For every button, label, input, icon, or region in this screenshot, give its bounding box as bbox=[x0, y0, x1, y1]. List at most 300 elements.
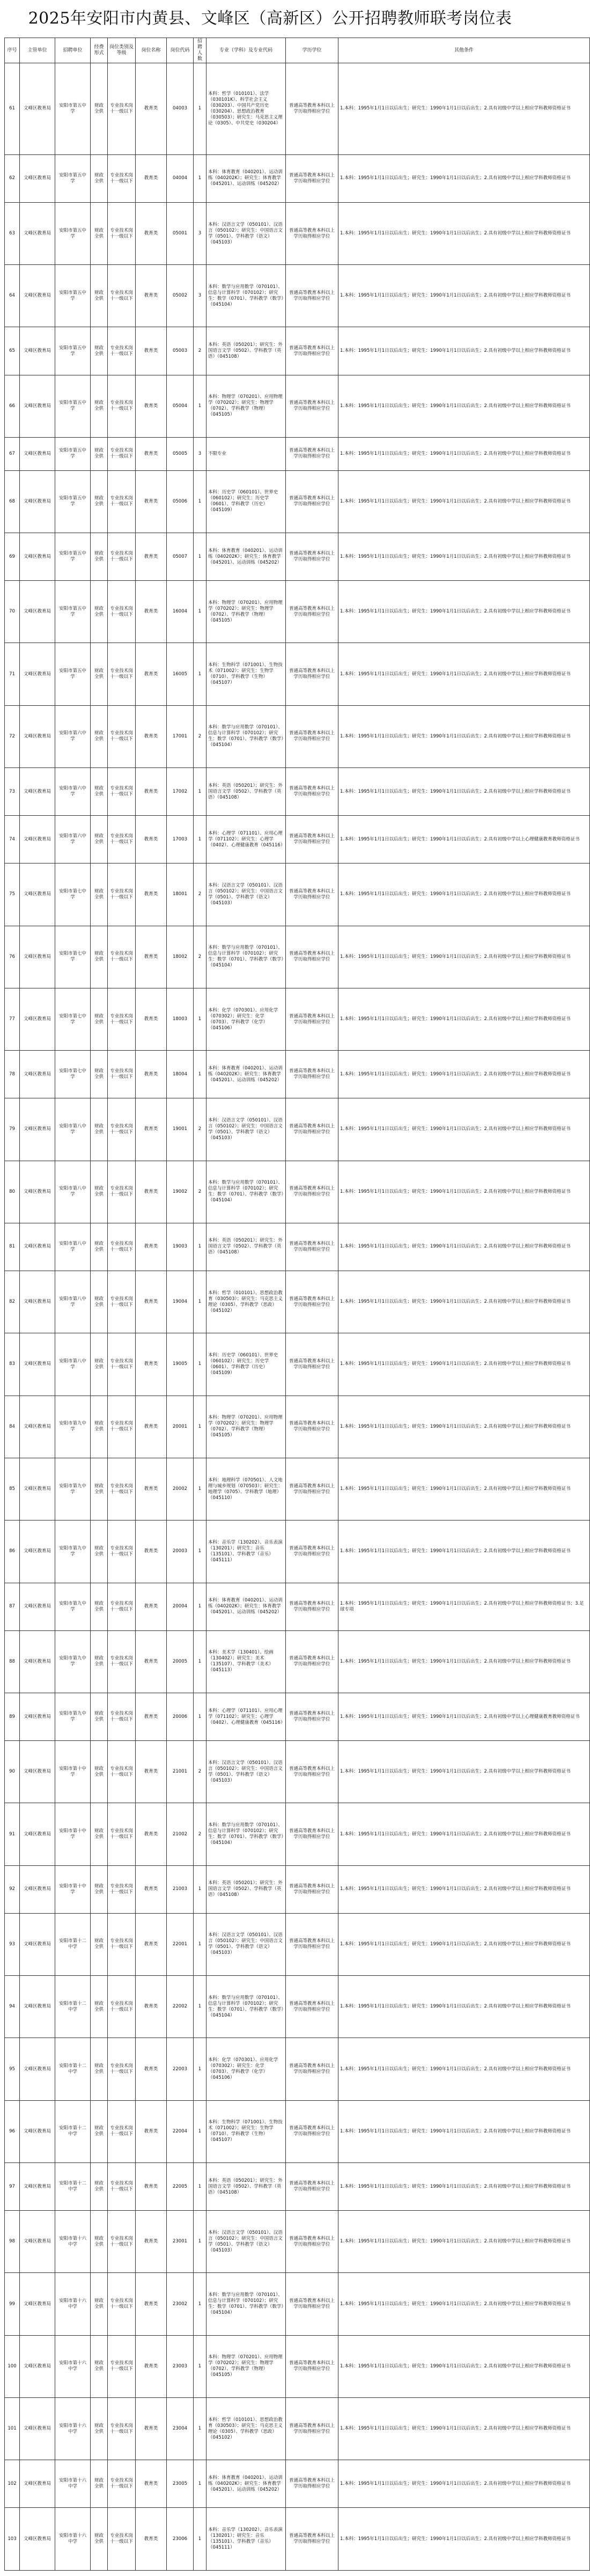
cell-headcount: 3 bbox=[194, 437, 206, 470]
cell-other-conditions: 1.本科：1995年1月1日以后出生；研究生：1990年1月1日以后出生；2.具有初级中学以上相应学科教师资格证书 bbox=[338, 1396, 590, 1458]
table-row bbox=[5, 705, 590, 767]
cell-degree: 普通高等教育本科以上学历取得相应学位 bbox=[286, 926, 338, 988]
cell-post-level: 专业技术岗十一级以下 bbox=[108, 1396, 136, 1458]
cell-major: 本科：汉语言文学（050101）、汉语言（050102）；研究生：中国语言文学（0501）、学科教学（语文）（045103） bbox=[206, 1741, 286, 1803]
cell-post-name: 教育类 bbox=[136, 768, 167, 816]
cell-funding: 财政全供 bbox=[91, 863, 108, 926]
cell-seq-no: 79 bbox=[5, 1098, 20, 1161]
cell-funding: 财政全供 bbox=[91, 988, 108, 1050]
cell-major: 本科：体育教育（040201）、运动训练（040202K）；研究生：体育教学（045201）、运动训练（045202） bbox=[206, 533, 286, 581]
cell-other-conditions: 1.本科：1995年1月1日以后出生；研究生：1990年1月1日以后出生；2.具有初级中学以上相应学科教师资格证书 bbox=[338, 863, 590, 926]
cell-major: 本科：心理学（071101）、应用心理学（071102）；研究生：心理学（0402）、心理健康教育（045116） bbox=[206, 1693, 286, 1740]
cell-major: 本科：数学与应用数学（070101）、信息与计算科学（070102）；研究生：数学（0701）、学科教学（数学）（045104） bbox=[206, 1161, 286, 1223]
cell-post-name: 教育类 bbox=[136, 2100, 167, 2162]
cell-headcount: 1 bbox=[194, 1865, 206, 1913]
cell-major: 不限专业 bbox=[206, 437, 286, 470]
cell-degree: 普通高等教育本科以上学历取得相应学位 bbox=[286, 202, 338, 264]
cell-post-code: 23006 bbox=[167, 2508, 194, 2571]
cell-funding: 财政全供 bbox=[91, 1396, 108, 1458]
cell-employer: 安阳市第十中学 bbox=[55, 1741, 91, 1803]
cell-post-code: 04003 bbox=[167, 63, 194, 155]
cell-funding: 财政全供 bbox=[91, 202, 108, 264]
table-row bbox=[5, 1913, 590, 1975]
cell-major: 本科：美术学（130401）、绘画（130402）；研究生：美术（135107）、学科教学（美术）（045113） bbox=[206, 1630, 286, 1693]
cell-post-level: 专业技术岗十一级以下 bbox=[108, 926, 136, 988]
cell-other-conditions: 1.本科：1995年1月1日以后出生；研究生：1990年1月1日以后出生；2.具有初级中学以上相应学科教师资格证书 bbox=[338, 1271, 590, 1333]
cell-headcount: 1 bbox=[194, 2508, 206, 2571]
cell-degree: 普通高等教育本科以上学历取得相应学位 bbox=[286, 1583, 338, 1630]
cell-post-code: 17002 bbox=[167, 768, 194, 816]
cell-seq-no: 103 bbox=[5, 2508, 20, 2571]
cell-headcount: 2 bbox=[194, 1161, 206, 1223]
cell-post-name: 教育类 bbox=[136, 2460, 167, 2508]
header-cell: 序号 bbox=[5, 38, 20, 63]
cell-department: 文峰区教育局 bbox=[20, 2460, 55, 2508]
cell-funding: 财政全供 bbox=[91, 926, 108, 988]
cell-headcount: 1 bbox=[194, 470, 206, 533]
header-cell: 招聘人数 bbox=[194, 38, 206, 63]
cell-seq-no: 96 bbox=[5, 2100, 20, 2162]
cell-post-level: 专业技术岗十一级以下 bbox=[108, 1803, 136, 1865]
cell-employer: 安阳市第十六中学 bbox=[55, 2335, 91, 2397]
cell-major: 本科：汉语言文学（050101）、汉语言（050102）；研究生：中国语言文学（0501）、学科教学（语文）（045103） bbox=[206, 2211, 286, 2273]
cell-post-level: 专业技术岗十一级以下 bbox=[108, 863, 136, 926]
cell-post-name: 教育类 bbox=[136, 327, 167, 375]
cell-post-name: 教育类 bbox=[136, 581, 167, 643]
cell-other-conditions: 1.本科：1995年1月1日以后出生；研究生：1990年1月1日以后出生；2.具有初级中学以上相应学科教师资格证书 bbox=[338, 2460, 590, 2508]
cell-department: 文峰区教育局 bbox=[20, 437, 55, 470]
cell-funding: 财政全供 bbox=[91, 2273, 108, 2335]
cell-post-level: 专业技术岗十一级以下 bbox=[108, 1161, 136, 1223]
cell-post-code: 23003 bbox=[167, 2335, 194, 2397]
cell-funding: 财政全供 bbox=[91, 2211, 108, 2273]
cell-employer: 安阳市第十二中学 bbox=[55, 1976, 91, 2038]
cell-degree: 普通高等教育本科以上学历取得相应学位 bbox=[286, 1223, 338, 1271]
cell-seq-no: 102 bbox=[5, 2460, 20, 2508]
cell-post-name: 教育类 bbox=[136, 1803, 167, 1865]
cell-post-code: 20002 bbox=[167, 1458, 194, 1520]
cell-post-code: 17001 bbox=[167, 705, 194, 767]
cell-post-level: 专业技术岗十一级以下 bbox=[108, 1098, 136, 1161]
cell-post-name: 教育类 bbox=[136, 1865, 167, 1913]
cell-headcount: 1 bbox=[194, 1271, 206, 1333]
cell-department: 文峰区教育局 bbox=[20, 863, 55, 926]
cell-seq-no: 61 bbox=[5, 63, 20, 155]
table-row bbox=[5, 2508, 590, 2571]
cell-degree: 普通高等教育本科以上学历取得相应学位 bbox=[286, 1803, 338, 1865]
table-row bbox=[5, 2460, 590, 2508]
cell-headcount: 2 bbox=[194, 1741, 206, 1803]
cell-major: 本科：汉语言文学（050101）、汉语言（050102）；研究生：中国语言文学（0501）、学科教学（语文）（045103） bbox=[206, 202, 286, 264]
cell-degree: 普通高等教育本科以上学历取得相应学位 bbox=[286, 1458, 338, 1520]
cell-degree: 普通高等教育本科以上学历取得相应学位 bbox=[286, 2100, 338, 2162]
cell-major: 本科：物理学（070201）、应用物理学（070202）；研究生：物理学（0702）、学科教学（物理）（045105） bbox=[206, 581, 286, 643]
cell-headcount: 1 bbox=[194, 154, 206, 202]
cell-employer: 安阳市第十六中学 bbox=[55, 2211, 91, 2273]
cell-post-level: 专业技术岗十一级以下 bbox=[108, 1520, 136, 1583]
cell-post-name: 教育类 bbox=[136, 1741, 167, 1803]
cell-post-name: 教育类 bbox=[136, 2508, 167, 2571]
cell-other-conditions: 1.本科：1995年1月1日以后出生；研究生：1990年1月1日以后出生；2.具有初级中学以上相应学科教师资格证书 bbox=[338, 2211, 590, 2273]
cell-department: 文峰区教育局 bbox=[20, 705, 55, 767]
table-row bbox=[5, 2398, 590, 2460]
cell-post-name: 教育类 bbox=[136, 375, 167, 437]
cell-department: 文峰区教育局 bbox=[20, 327, 55, 375]
cell-headcount: 2 bbox=[194, 1098, 206, 1161]
cell-degree: 普通高等教育本科以上学历取得相应学位 bbox=[286, 1630, 338, 1693]
cell-other-conditions: 1.本科：1995年1月1日以后出生；研究生：1990年1月1日以后出生；2.具有初级中学以上相应学科教师资格证书 bbox=[338, 1741, 590, 1803]
cell-other-conditions: 1.本科：1995年1月1日以后出生；研究生：1990年1月1日以后出生；2.具有初级中学以上相应学科教师资格证书 bbox=[338, 1098, 590, 1161]
cell-headcount: 1 bbox=[194, 816, 206, 863]
cell-other-conditions: 1.本科：1995年1月1日以后出生；研究生：1990年1月1日以后出生；2.具有初级中学以上相应学科教师资格证书 bbox=[338, 1458, 590, 1520]
cell-degree: 普通高等教育本科以上学历取得相应学位 bbox=[286, 1161, 338, 1223]
cell-funding: 财政全供 bbox=[91, 705, 108, 767]
cell-department: 文峰区教育局 bbox=[20, 2163, 55, 2211]
cell-other-conditions: 1.本科：1995年1月1日以后出生；研究生：1990年1月1日以后出生；2.具有初级中学以上心理健康教育教师资格证书 bbox=[338, 1693, 590, 1740]
cell-post-code: 23002 bbox=[167, 2273, 194, 2335]
cell-headcount: 1 bbox=[194, 1396, 206, 1458]
cell-post-code: 16005 bbox=[167, 643, 194, 705]
cell-funding: 财政全供 bbox=[91, 581, 108, 643]
cell-other-conditions: 1.本科：1995年1月1日以后出生；研究生：1990年1月1日以后出生；2.具有初级中学以上相应学科教师资格证书 bbox=[338, 1630, 590, 1693]
cell-department: 文峰区教育局 bbox=[20, 1583, 55, 1630]
cell-degree: 普通高等教育本科以上学历取得相应学位 bbox=[286, 265, 338, 327]
cell-degree: 普通高等教育本科以上学历取得相应学位 bbox=[286, 581, 338, 643]
table-header-row bbox=[5, 38, 590, 63]
cell-post-code: 20004 bbox=[167, 1583, 194, 1630]
table-row bbox=[5, 863, 590, 926]
cell-degree: 普通高等教育本科以上学历取得相应学位 bbox=[286, 375, 338, 437]
cell-funding: 财政全供 bbox=[91, 470, 108, 533]
cell-headcount: 2 bbox=[194, 1803, 206, 1865]
cell-post-level: 专业技术岗十一级以下 bbox=[108, 2100, 136, 2162]
cell-major: 本科：体育教育（040201）、运动训练（040202K）；研究生：体育教学（045201）、运动训练（045202） bbox=[206, 1583, 286, 1630]
cell-post-level: 专业技术岗十一级以下 bbox=[108, 2460, 136, 2508]
cell-major: 本科：数学与应用数学（070101）、信息与计算科学（070102）；研究生：数学（0701）、学科教学（数学）（045104） bbox=[206, 705, 286, 767]
cell-other-conditions: 1.本科：1995年1月1日以后出生；研究生：1990年1月1日以后出生；2.具有初级中学以上相应学科教师资格证书 bbox=[338, 1803, 590, 1865]
cell-post-level: 专业技术岗十一级以下 bbox=[108, 2508, 136, 2571]
cell-headcount: 2 bbox=[194, 705, 206, 767]
cell-post-code: 18002 bbox=[167, 926, 194, 988]
cell-post-code: 22005 bbox=[167, 2163, 194, 2211]
cell-major: 本科：数学与应用数学（070101）、信息与计算科学（070102）；研究生：数学（0701）、学科教学（数学）（045104） bbox=[206, 265, 286, 327]
cell-funding: 财政全供 bbox=[91, 1333, 108, 1396]
cell-post-level: 专业技术岗十一级以下 bbox=[108, 1630, 136, 1693]
cell-funding: 财政全供 bbox=[91, 1803, 108, 1865]
cell-funding: 财政全供 bbox=[91, 2398, 108, 2460]
cell-headcount: 1 bbox=[194, 2460, 206, 2508]
cell-degree: 普通高等教育本科以上学历取得相应学位 bbox=[286, 63, 338, 155]
cell-funding: 财政全供 bbox=[91, 1051, 108, 1098]
cell-seq-no: 86 bbox=[5, 1520, 20, 1583]
cell-post-level: 专业技术岗十一级以下 bbox=[108, 1333, 136, 1396]
cell-post-code: 18001 bbox=[167, 863, 194, 926]
cell-degree: 普通高等教育本科以上学历取得相应学位 bbox=[286, 1051, 338, 1098]
cell-major: 本科：生物科学（071001）、生物技术（071002）；研究生：生物学（0710）、学科教学（生物）（045107） bbox=[206, 643, 286, 705]
cell-degree: 普通高等教育本科以上学历取得相应学位 bbox=[286, 1271, 338, 1333]
cell-department: 文峰区教育局 bbox=[20, 533, 55, 581]
cell-department: 文峰区教育局 bbox=[20, 375, 55, 437]
cell-employer: 安阳市第八中学 bbox=[55, 1098, 91, 1161]
cell-post-level: 专业技术岗十一级以下 bbox=[108, 1865, 136, 1913]
cell-degree: 普通高等教育本科以上学历取得相应学位 bbox=[286, 2273, 338, 2335]
cell-other-conditions: 1.本科：1995年1月1日以后出生；研究生：1990年1月1日以后出生；2.具有初级中学以上相应学科教师资格证书 bbox=[338, 2398, 590, 2460]
table-row bbox=[5, 202, 590, 264]
cell-employer: 安阳市第五中学 bbox=[55, 154, 91, 202]
cell-employer: 安阳市第五中学 bbox=[55, 327, 91, 375]
cell-post-level: 专业技术岗十一级以下 bbox=[108, 705, 136, 767]
cell-post-code: 18003 bbox=[167, 988, 194, 1050]
cell-department: 文峰区教育局 bbox=[20, 1396, 55, 1458]
table-row bbox=[5, 1098, 590, 1161]
cell-post-code: 17003 bbox=[167, 816, 194, 863]
cell-degree: 普通高等教育本科以上学历取得相应学位 bbox=[286, 816, 338, 863]
cell-other-conditions: 1.本科：1995年1月1日以后出生；研究生：1990年1月1日以后出生；2.具有初级中学以上相应学科教师资格证书 bbox=[338, 265, 590, 327]
cell-headcount: 1 bbox=[194, 2398, 206, 2460]
table-row bbox=[5, 1271, 590, 1333]
cell-major: 本科：生物科学（071001）、生物技术（071002）；研究生：生物学（0710）、学科教学（生物）（045107） bbox=[206, 2100, 286, 2162]
cell-other-conditions: 1.本科：1995年1月1日以后出生；研究生：1990年1月1日以后出生；2.具有初级中学以上相应学科教师资格证书 bbox=[338, 154, 590, 202]
cell-other-conditions: 1.本科：1995年1月1日以后出生；研究生：1990年1月1日以后出生；2.具有初级中学以上心理健康教育教师资格证书 bbox=[338, 816, 590, 863]
cell-degree: 普通高等教育本科以上学历取得相应学位 bbox=[286, 643, 338, 705]
cell-post-code: 05004 bbox=[167, 375, 194, 437]
header-cell: 岗位名称 bbox=[136, 38, 167, 63]
cell-funding: 财政全供 bbox=[91, 1865, 108, 1913]
cell-other-conditions: 1.本科：1995年1月1日以后出生；研究生：1990年1月1日以后出生；2.具有初级中学以上相应学科教师资格证书 bbox=[338, 581, 590, 643]
cell-major: 本科：哲学（010101）、思想政治教育（030503）；研究生：马克思主义理论（0305）、学科教学（思政）（045102） bbox=[206, 1271, 286, 1333]
cell-seq-no: 73 bbox=[5, 768, 20, 816]
cell-post-level: 专业技术岗十一级以下 bbox=[108, 1458, 136, 1520]
cell-seq-no: 68 bbox=[5, 470, 20, 533]
cell-degree: 普通高等教育本科以上学历取得相应学位 bbox=[286, 863, 338, 926]
cell-post-level: 专业技术岗十一级以下 bbox=[108, 1693, 136, 1740]
cell-seq-no: 78 bbox=[5, 1051, 20, 1098]
cell-funding: 财政全供 bbox=[91, 1741, 108, 1803]
cell-seq-no: 90 bbox=[5, 1741, 20, 1803]
cell-funding: 财政全供 bbox=[91, 2100, 108, 2162]
table-row bbox=[5, 437, 590, 470]
cell-funding: 财政全供 bbox=[91, 2038, 108, 2100]
cell-department: 文峰区教育局 bbox=[20, 1913, 55, 1975]
cell-employer: 安阳市第七中学 bbox=[55, 988, 91, 1050]
cell-headcount: 2 bbox=[194, 926, 206, 988]
cell-major: 本科：物理学（070201）、应用物理学（070202）；研究生：物理学（0702）、学科教学（物理）（045105） bbox=[206, 375, 286, 437]
cell-seq-no: 77 bbox=[5, 988, 20, 1050]
cell-seq-no: 66 bbox=[5, 375, 20, 437]
header-cell: 学历学位 bbox=[286, 38, 338, 63]
cell-major: 本科：历史学（060101）、世界史（060102）；研究生：历史学（0601）、学科教学（历史）（045109） bbox=[206, 1333, 286, 1396]
cell-headcount: 1 bbox=[194, 1520, 206, 1583]
cell-post-level: 专业技术岗十一级以下 bbox=[108, 375, 136, 437]
table-row bbox=[5, 265, 590, 327]
cell-department: 文峰区教育局 bbox=[20, 63, 55, 155]
cell-department: 文峰区教育局 bbox=[20, 988, 55, 1050]
cell-department: 文峰区教育局 bbox=[20, 202, 55, 264]
table-row bbox=[5, 926, 590, 988]
cell-headcount: 1 bbox=[194, 2100, 206, 2162]
cell-post-level: 专业技术岗十一级以下 bbox=[108, 1223, 136, 1271]
cell-degree: 普通高等教育本科以上学历取得相应学位 bbox=[286, 2508, 338, 2571]
cell-employer: 安阳市第八中学 bbox=[55, 1333, 91, 1396]
header-cell: 招聘单位 bbox=[55, 38, 91, 63]
table-row bbox=[5, 375, 590, 437]
cell-department: 文峰区教育局 bbox=[20, 1976, 55, 2038]
cell-post-name: 教育类 bbox=[136, 2398, 167, 2460]
cell-employer: 安阳市第七中学 bbox=[55, 926, 91, 988]
cell-department: 文峰区教育局 bbox=[20, 1271, 55, 1333]
cell-post-level: 专业技术岗十一级以下 bbox=[108, 1583, 136, 1630]
cell-degree: 普通高等教育本科以上学历取得相应学位 bbox=[286, 2460, 338, 2508]
cell-major: 本科：哲学（010101）、法学（030101K）、科学社会主义（030203）、中国共产党历史（030204）、思想政治教育（030503）；研究生：马克思主义理论（0305）、中共党史（030204） bbox=[206, 63, 286, 155]
cell-degree: 普通高等教育本科以上学历取得相应学位 bbox=[286, 1098, 338, 1161]
cell-major: 本科：英语（050201）；研究生：外国语言文学（0502）、学科教学（英语）（045108） bbox=[206, 1223, 286, 1271]
cell-post-level: 专业技术岗十一级以下 bbox=[108, 816, 136, 863]
cell-other-conditions: 1.本科：1995年1月1日以后出生；研究生：1990年1月1日以后出生；2.具有初级中学以上相应学科教师资格证书 bbox=[338, 2038, 590, 2100]
cell-degree: 普通高等教育本科以上学历取得相应学位 bbox=[286, 327, 338, 375]
cell-seq-no: 64 bbox=[5, 265, 20, 327]
cell-seq-no: 67 bbox=[5, 437, 20, 470]
cell-major: 本科：音乐学（130202）、音乐表演（130201）；研究生：音乐（135101）、学科教学（音乐）（045111） bbox=[206, 2508, 286, 2571]
cell-headcount: 1 bbox=[194, 1223, 206, 1271]
cell-degree: 普通高等教育本科以上学历取得相应学位 bbox=[286, 705, 338, 767]
cell-post-code: 19002 bbox=[167, 1161, 194, 1223]
cell-post-name: 教育类 bbox=[136, 1051, 167, 1098]
cell-degree: 普通高等教育本科以上学历取得相应学位 bbox=[286, 1741, 338, 1803]
cell-degree: 普通高等教育本科以上学历取得相应学位 bbox=[286, 1913, 338, 1975]
cell-department: 文峰区教育局 bbox=[20, 1051, 55, 1098]
cell-other-conditions: 1.本科：1995年1月1日以后出生；研究生：1990年1月1日以后出生；2.具有初级中学以上相应学科教师资格证书 bbox=[338, 2273, 590, 2335]
cell-major: 本科：音乐学（130202）、音乐表演（130201）；研究生：音乐（135101）、学科教学（音乐）（045111） bbox=[206, 1520, 286, 1583]
cell-employer: 安阳市第七中学 bbox=[55, 863, 91, 926]
cell-employer: 安阳市第九中学 bbox=[55, 1583, 91, 1630]
cell-employer: 安阳市第五中学 bbox=[55, 375, 91, 437]
cell-funding: 财政全供 bbox=[91, 1098, 108, 1161]
cell-employer: 安阳市第七中学 bbox=[55, 1051, 91, 1098]
cell-employer: 安阳市第九中学 bbox=[55, 1693, 91, 1740]
cell-degree: 普通高等教育本科以上学历取得相应学位 bbox=[286, 470, 338, 533]
cell-employer: 安阳市第九中学 bbox=[55, 1458, 91, 1520]
cell-other-conditions: 1.本科：1995年1月1日以后出生；研究生：1990年1月1日以后出生；2.具有初级中学以上相应学科教师资格证书 bbox=[338, 533, 590, 581]
cell-post-name: 教育类 bbox=[136, 926, 167, 988]
cell-post-level: 专业技术岗十一级以下 bbox=[108, 1976, 136, 2038]
cell-post-level: 专业技术岗十一级以下 bbox=[108, 643, 136, 705]
cell-post-level: 专业技术岗十一级以下 bbox=[108, 63, 136, 155]
table-row bbox=[5, 1051, 590, 1098]
cell-seq-no: 74 bbox=[5, 816, 20, 863]
table-row bbox=[5, 1693, 590, 1740]
cell-post-name: 教育类 bbox=[136, 988, 167, 1050]
cell-department: 文峰区教育局 bbox=[20, 2398, 55, 2460]
cell-degree: 普通高等教育本科以上学历取得相应学位 bbox=[286, 2038, 338, 2100]
cell-post-code: 22002 bbox=[167, 1976, 194, 2038]
cell-seq-no: 76 bbox=[5, 926, 20, 988]
table-row bbox=[5, 470, 590, 533]
cell-seq-no: 95 bbox=[5, 2038, 20, 2100]
table-row bbox=[5, 1976, 590, 2038]
cell-headcount: 2 bbox=[194, 327, 206, 375]
cell-employer: 安阳市第八中学 bbox=[55, 1161, 91, 1223]
cell-post-name: 教育类 bbox=[136, 2211, 167, 2273]
cell-seq-no: 71 bbox=[5, 643, 20, 705]
cell-other-conditions: 1.本科：1995年1月1日以后出生；研究生：1990年1月1日以后出生；2.具有初级中学以上相应学科教师资格证书；3.足球专项 bbox=[338, 1583, 590, 1630]
cell-post-code: 05002 bbox=[167, 265, 194, 327]
cell-funding: 财政全供 bbox=[91, 816, 108, 863]
cell-employer: 安阳市第八中学 bbox=[55, 1271, 91, 1333]
header-cell: 主管单位 bbox=[20, 38, 55, 63]
cell-major: 本科：汉语言文学（050101）、汉语言（050102）；研究生：中国语言文学（0501）、学科教学（语文）（045103） bbox=[206, 1913, 286, 1975]
cell-employer: 安阳市第九中学 bbox=[55, 1396, 91, 1458]
cell-post-code: 23001 bbox=[167, 2211, 194, 2273]
cell-post-code: 20006 bbox=[167, 1693, 194, 1740]
cell-post-code: 23005 bbox=[167, 2460, 194, 2508]
cell-major: 本科：心理学（071101）、应用心理学（071102）；研究生：心理学（0402）、心理健康教育（045116） bbox=[206, 816, 286, 863]
cell-major: 本科：体育教育（040201）、运动训练（040202K）；研究生：体育教学（045201）、运动训练（045202） bbox=[206, 1051, 286, 1098]
cell-seq-no: 87 bbox=[5, 1583, 20, 1630]
cell-headcount: 1 bbox=[194, 1630, 206, 1693]
cell-major: 本科：地理科学（070501）、人文地理与城乡规划（070503）；研究生：地理学（0705）、学科教学（地理）（045110） bbox=[206, 1458, 286, 1520]
cell-headcount: 1 bbox=[194, 643, 206, 705]
cell-major: 本科：体育教育（040201）、运动训练（040202K）；研究生：体育教学（045201）、运动训练（045202） bbox=[206, 2460, 286, 2508]
cell-major: 本科：数学与应用数学（070101）、信息与计算科学（070102）；研究生：数学（0701）、学科教学（数学）（045104） bbox=[206, 2273, 286, 2335]
cell-department: 文峰区教育局 bbox=[20, 2273, 55, 2335]
cell-degree: 普通高等教育本科以上学历取得相应学位 bbox=[286, 1396, 338, 1458]
cell-degree: 普通高等教育本科以上学历取得相应学位 bbox=[286, 1333, 338, 1396]
cell-seq-no: 80 bbox=[5, 1161, 20, 1223]
cell-other-conditions: 1.本科：1995年1月1日以后出生；研究生：1990年1月1日以后出生；2.具有初级中学以上相应学科教师资格证书 bbox=[338, 470, 590, 533]
cell-funding: 财政全供 bbox=[91, 265, 108, 327]
cell-major: 本科：汉语言文学（050101）、汉语言（050102）；研究生：中国语言文学（0501）、学科教学（语文）（045103） bbox=[206, 863, 286, 926]
cell-other-conditions: 1.本科：1995年1月1日以后出生；研究生：1990年1月1日以后出生；2.具有初级中学以上相应学科教师资格证书 bbox=[338, 1161, 590, 1223]
cell-post-level: 专业技术岗十一级以下 bbox=[108, 154, 136, 202]
cell-seq-no: 81 bbox=[5, 1223, 20, 1271]
header-cell: 岗位类别及等级 bbox=[108, 38, 136, 63]
cell-other-conditions: 1.本科：1995年1月1日以后出生；研究生：1990年1月1日以后出生；2.具有初级中学以上相应学科教师资格证书 bbox=[338, 1865, 590, 1913]
table-row bbox=[5, 1161, 590, 1223]
header-cell: 专业（学科）及专业代码 bbox=[206, 38, 286, 63]
cell-other-conditions: 1.本科：1995年1月1日以后出生；研究生：1990年1月1日以后出生；2.具有初级中学以上相应学科教师资格证书 bbox=[338, 437, 590, 470]
cell-headcount: 1 bbox=[194, 2163, 206, 2211]
cell-post-code: 20003 bbox=[167, 1520, 194, 1583]
cell-post-level: 专业技术岗十一级以下 bbox=[108, 988, 136, 1050]
cell-major: 本科：英语（050201）；研究生：外国语言文学（0502）、学科教学（英语）（045108） bbox=[206, 2163, 286, 2211]
cell-department: 文峰区教育局 bbox=[20, 1520, 55, 1583]
cell-funding: 财政全供 bbox=[91, 2508, 108, 2571]
cell-department: 文峰区教育局 bbox=[20, 1223, 55, 1271]
cell-department: 文峰区教育局 bbox=[20, 1458, 55, 1520]
cell-seq-no: 88 bbox=[5, 1630, 20, 1693]
cell-funding: 财政全供 bbox=[91, 1223, 108, 1271]
cell-post-level: 专业技术岗十一级以下 bbox=[108, 1913, 136, 1975]
cell-post-code: 19003 bbox=[167, 1223, 194, 1271]
cell-post-level: 专业技术岗十一级以下 bbox=[108, 470, 136, 533]
cell-department: 文峰区教育局 bbox=[20, 2335, 55, 2397]
cell-seq-no: 100 bbox=[5, 2335, 20, 2397]
cell-department: 文峰区教育局 bbox=[20, 816, 55, 863]
cell-post-level: 专业技术岗十一级以下 bbox=[108, 2038, 136, 2100]
cell-funding: 财政全供 bbox=[91, 1693, 108, 1740]
cell-other-conditions: 1.本科：1995年1月1日以后出生；研究生：1990年1月1日以后出生；2.具有初级中学以上相应学科教师资格证书 bbox=[338, 1223, 590, 1271]
cell-department: 文峰区教育局 bbox=[20, 1865, 55, 1913]
cell-headcount: 1 bbox=[194, 988, 206, 1050]
cell-post-level: 专业技术岗十一级以下 bbox=[108, 1051, 136, 1098]
cell-headcount: 1 bbox=[194, 63, 206, 155]
cell-degree: 普通高等教育本科以上学历取得相应学位 bbox=[286, 988, 338, 1050]
cell-headcount: 1 bbox=[194, 1051, 206, 1098]
cell-major: 本科：哲学（010101）、思想政治教育（030503）；研究生：马克思主义理论（0305）、学科教学（思政）（045102） bbox=[206, 2398, 286, 2460]
cell-major: 本科：物理学（070201）、应用物理学（070202）；研究生：物理学（0702）、学科教学（物理）（045105） bbox=[206, 2335, 286, 2397]
cell-other-conditions: 1.本科：1995年1月1日以后出生；研究生：1990年1月1日以后出生；2.具有初级中学以上相应学科教师资格证书 bbox=[338, 2508, 590, 2571]
cell-seq-no: 75 bbox=[5, 863, 20, 926]
